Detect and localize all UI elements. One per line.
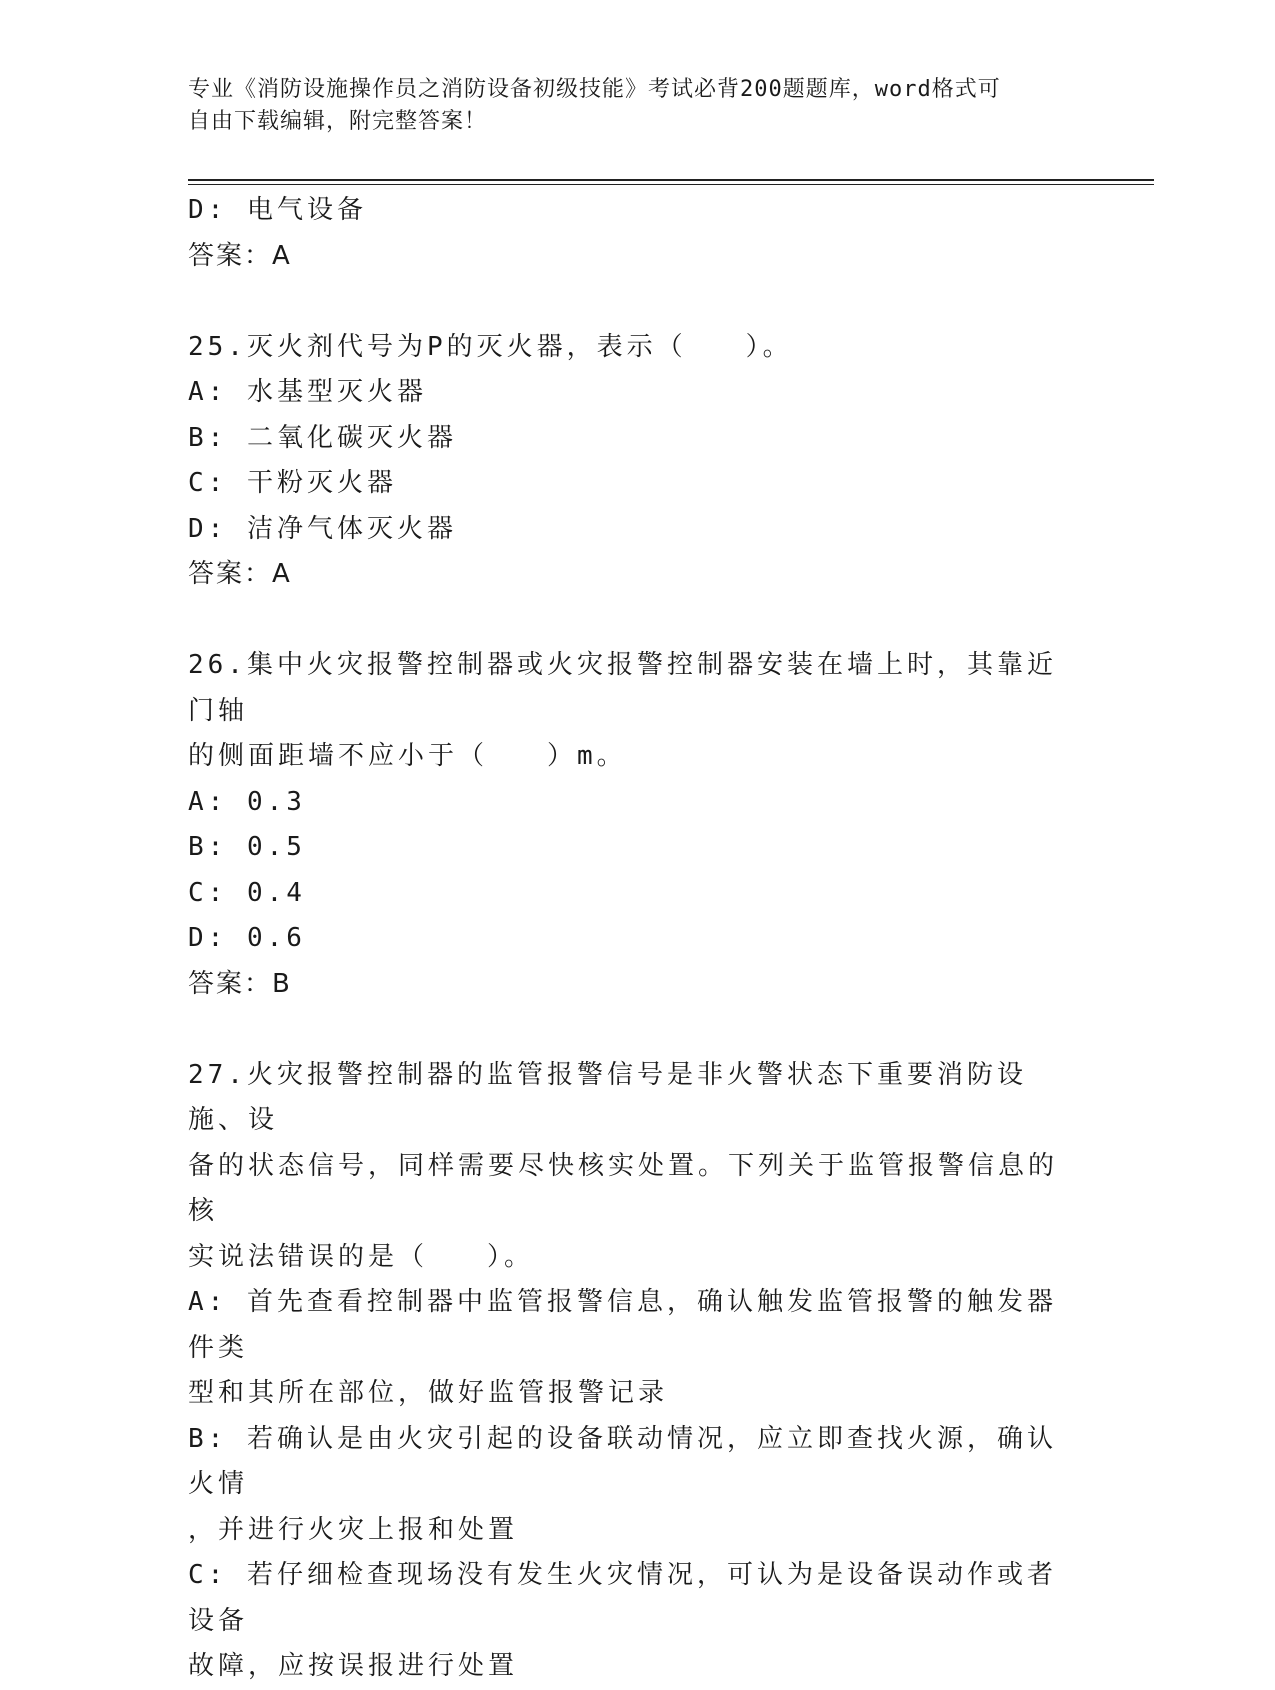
- option-a: A: 0.3: [188, 786, 306, 817]
- option-c: C: 干粉灭火器: [188, 468, 397, 498]
- question-27: [188, 1053, 1078, 1690]
- question-24-tail: [188, 188, 1078, 279]
- answer-line: 答案：A: [188, 559, 292, 589]
- question-spacer: [188, 279, 1078, 325]
- header-divider-thick: [188, 179, 1154, 181]
- option-b: B: 二氧化碳灭火器: [188, 422, 457, 453]
- answer-line: 答案：A: [188, 240, 292, 271]
- option-d: D: 电气设备: [188, 195, 367, 225]
- option-b-line-1: B: 若确认是由火灾引起的设备联动情况，应立即查找火源，确认火情: [188, 1423, 1057, 1499]
- header-divider-thin: [188, 184, 1154, 185]
- question-stem-line-2: 备的状态信号，同样需要尽快核实处置。下列关于监管报警信息的核: [188, 1150, 1059, 1226]
- page-header: [188, 74, 1068, 138]
- question-26: [188, 643, 1078, 1007]
- question-stem-line-2: 的侧面距墙不应小于（ ）m。: [188, 741, 627, 771]
- question-spacer: [188, 1007, 1078, 1053]
- option-c-line-2: 故障，应按误报进行处置: [188, 1651, 519, 1681]
- question-stem-line-1: 26.集中火灾报警控制器或火灾报警控制器安装在墙上时，其靠近门轴: [188, 650, 1057, 726]
- option-b: B: 0.5: [188, 832, 306, 862]
- option-d: D: 0.6: [188, 923, 306, 953]
- option-c: C: 0.4: [188, 877, 306, 908]
- question-spacer: [188, 598, 1078, 644]
- question-25: [188, 325, 1078, 598]
- question-list: [188, 188, 1078, 1690]
- question-stem-line-3: 实说法错误的是（ ）。: [188, 1241, 534, 1272]
- option-a-line-1: A: 首先查看控制器中监管报警信息，确认触发监管报警的触发器件类: [188, 1287, 1057, 1363]
- question-stem-line-1: 27.火灾报警控制器的监管报警信号是非火警状态下重要消防设施、设: [188, 1059, 1027, 1135]
- option-a-line-2: 型和其所在部位，做好监管报警记录: [188, 1378, 669, 1408]
- option-b-line-2: ，并进行火灾上报和处置: [188, 1514, 519, 1545]
- header-title-line-2: 自由下载编辑，附完整答案！: [188, 109, 488, 134]
- option-a: A: 水基型灭火器: [188, 377, 427, 407]
- option-d: D: 洁净气体灭火器: [188, 513, 457, 544]
- answer-line: 答案：B: [188, 968, 292, 999]
- header-title-line-1: 专业《消防设施操作员之消防设备初级技能》考试必背200题题库，word格式可: [188, 77, 1001, 102]
- question-stem: 25.灭火剂代号为P的灭火器，表示（ ）。: [188, 331, 793, 362]
- option-c-line-1: C: 若仔细检查现场没有发生火灾情况，可认为是设备误动作或者设备: [188, 1560, 1057, 1636]
